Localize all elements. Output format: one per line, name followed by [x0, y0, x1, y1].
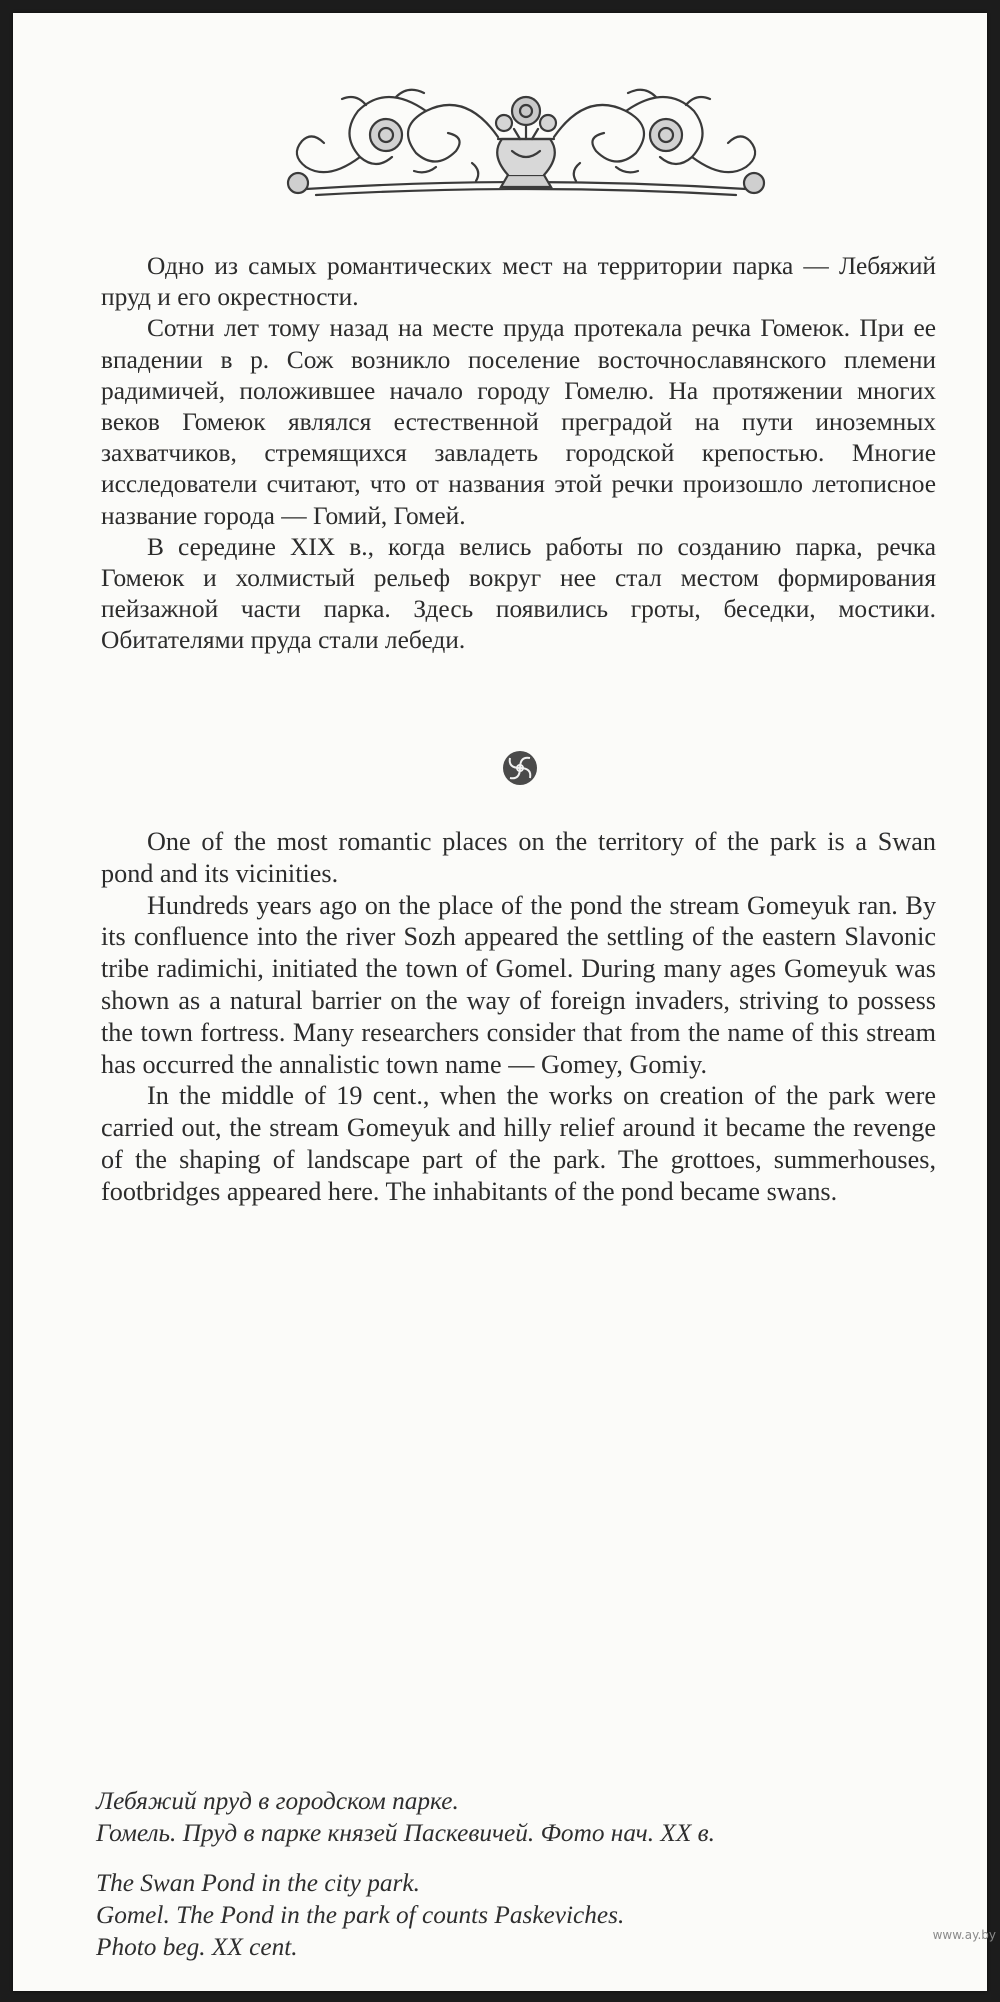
ru-paragraph-2: Сотни лет тому назад на месте пруда протекала речка Гомеюк. При ее впадении в р. Сож возникло поселение восточнославянского племени радимичей, положившее начало городу Гомелю. На протяжении многих веков Гомеюк являлся естественной преградой на пути иноземных захватчиков, стремящихся завладеть городской крепостью. Многие исследователи считают, что от названия этой речки произошло летописное название города — Гомий, Гомей.	[101, 314, 936, 530]
caption-english	[96, 1867, 956, 1963]
en-paragraph-1: One of the most romantic places on the territory of the park is a Swan pond and its vicinities.	[101, 827, 936, 888]
caption-en-line-3: Photo beg. XX cent.	[96, 1933, 298, 1961]
swirl-rosette-icon	[500, 748, 540, 788]
site-watermark: www.ay.by	[932, 1928, 996, 1942]
en-paragraph-3: In the middle of 19 cent., when the works on creation of the park were carried out, the stream Gomeyuk and hilly relief around it became the revenge of the shaping of landscape part of the park. The grottoes, summerhouses, footbridges appeared here. The inhabitants of the pond became swans.	[101, 1081, 936, 1206]
caption-en-line-2: Gomel. The Pond in the park of counts Paskeviches.	[96, 1901, 625, 1929]
photo-caption-block	[96, 1785, 956, 1963]
ru-paragraph-1: Одно из самых романтических мест на территории парка — Лебяжий пруд и его окрестности.	[101, 252, 936, 312]
en-paragraph-2: Hundreds years ago on the place of the pond the stream Gomeyuk ran. By its confluence into the river Sozh appeared the settling of the eastern Slavonic tribe radimichi, initiated the town of Gomel. During many ages Gomeyuk was shown as a natural barrier on the way of foreign invaders, striving to possess the town fortress. Many researchers consider that from the name of this stream has occurred the annalistic town name — Gomey, Gomiy.	[101, 890, 936, 1079]
caption-ru-line-1: Лебяжий пруд в городском парке.	[96, 1787, 459, 1815]
postcard-back-page	[13, 13, 987, 1991]
english-text-block	[101, 826, 936, 1208]
caption-en-line-1: The Swan Pond in the city park.	[96, 1869, 420, 1897]
russian-text-block	[101, 251, 936, 657]
caption-ru-line-2: Гомель. Пруд в парке князей Паскевичей. Фото нач. XX в.	[96, 1819, 715, 1847]
floral-vase-ornament-icon	[276, 71, 776, 211]
ru-paragraph-3: В середине XIX в., когда велись работы по созданию парка, речка Гомеюк и холмистый рельеф вокруг нее стал местом формирования пейзажной части парка. Здесь появились гроты, беседки, мостики. Обитателями пруда стали лебеди.	[101, 532, 936, 655]
caption-russian	[96, 1785, 956, 1849]
